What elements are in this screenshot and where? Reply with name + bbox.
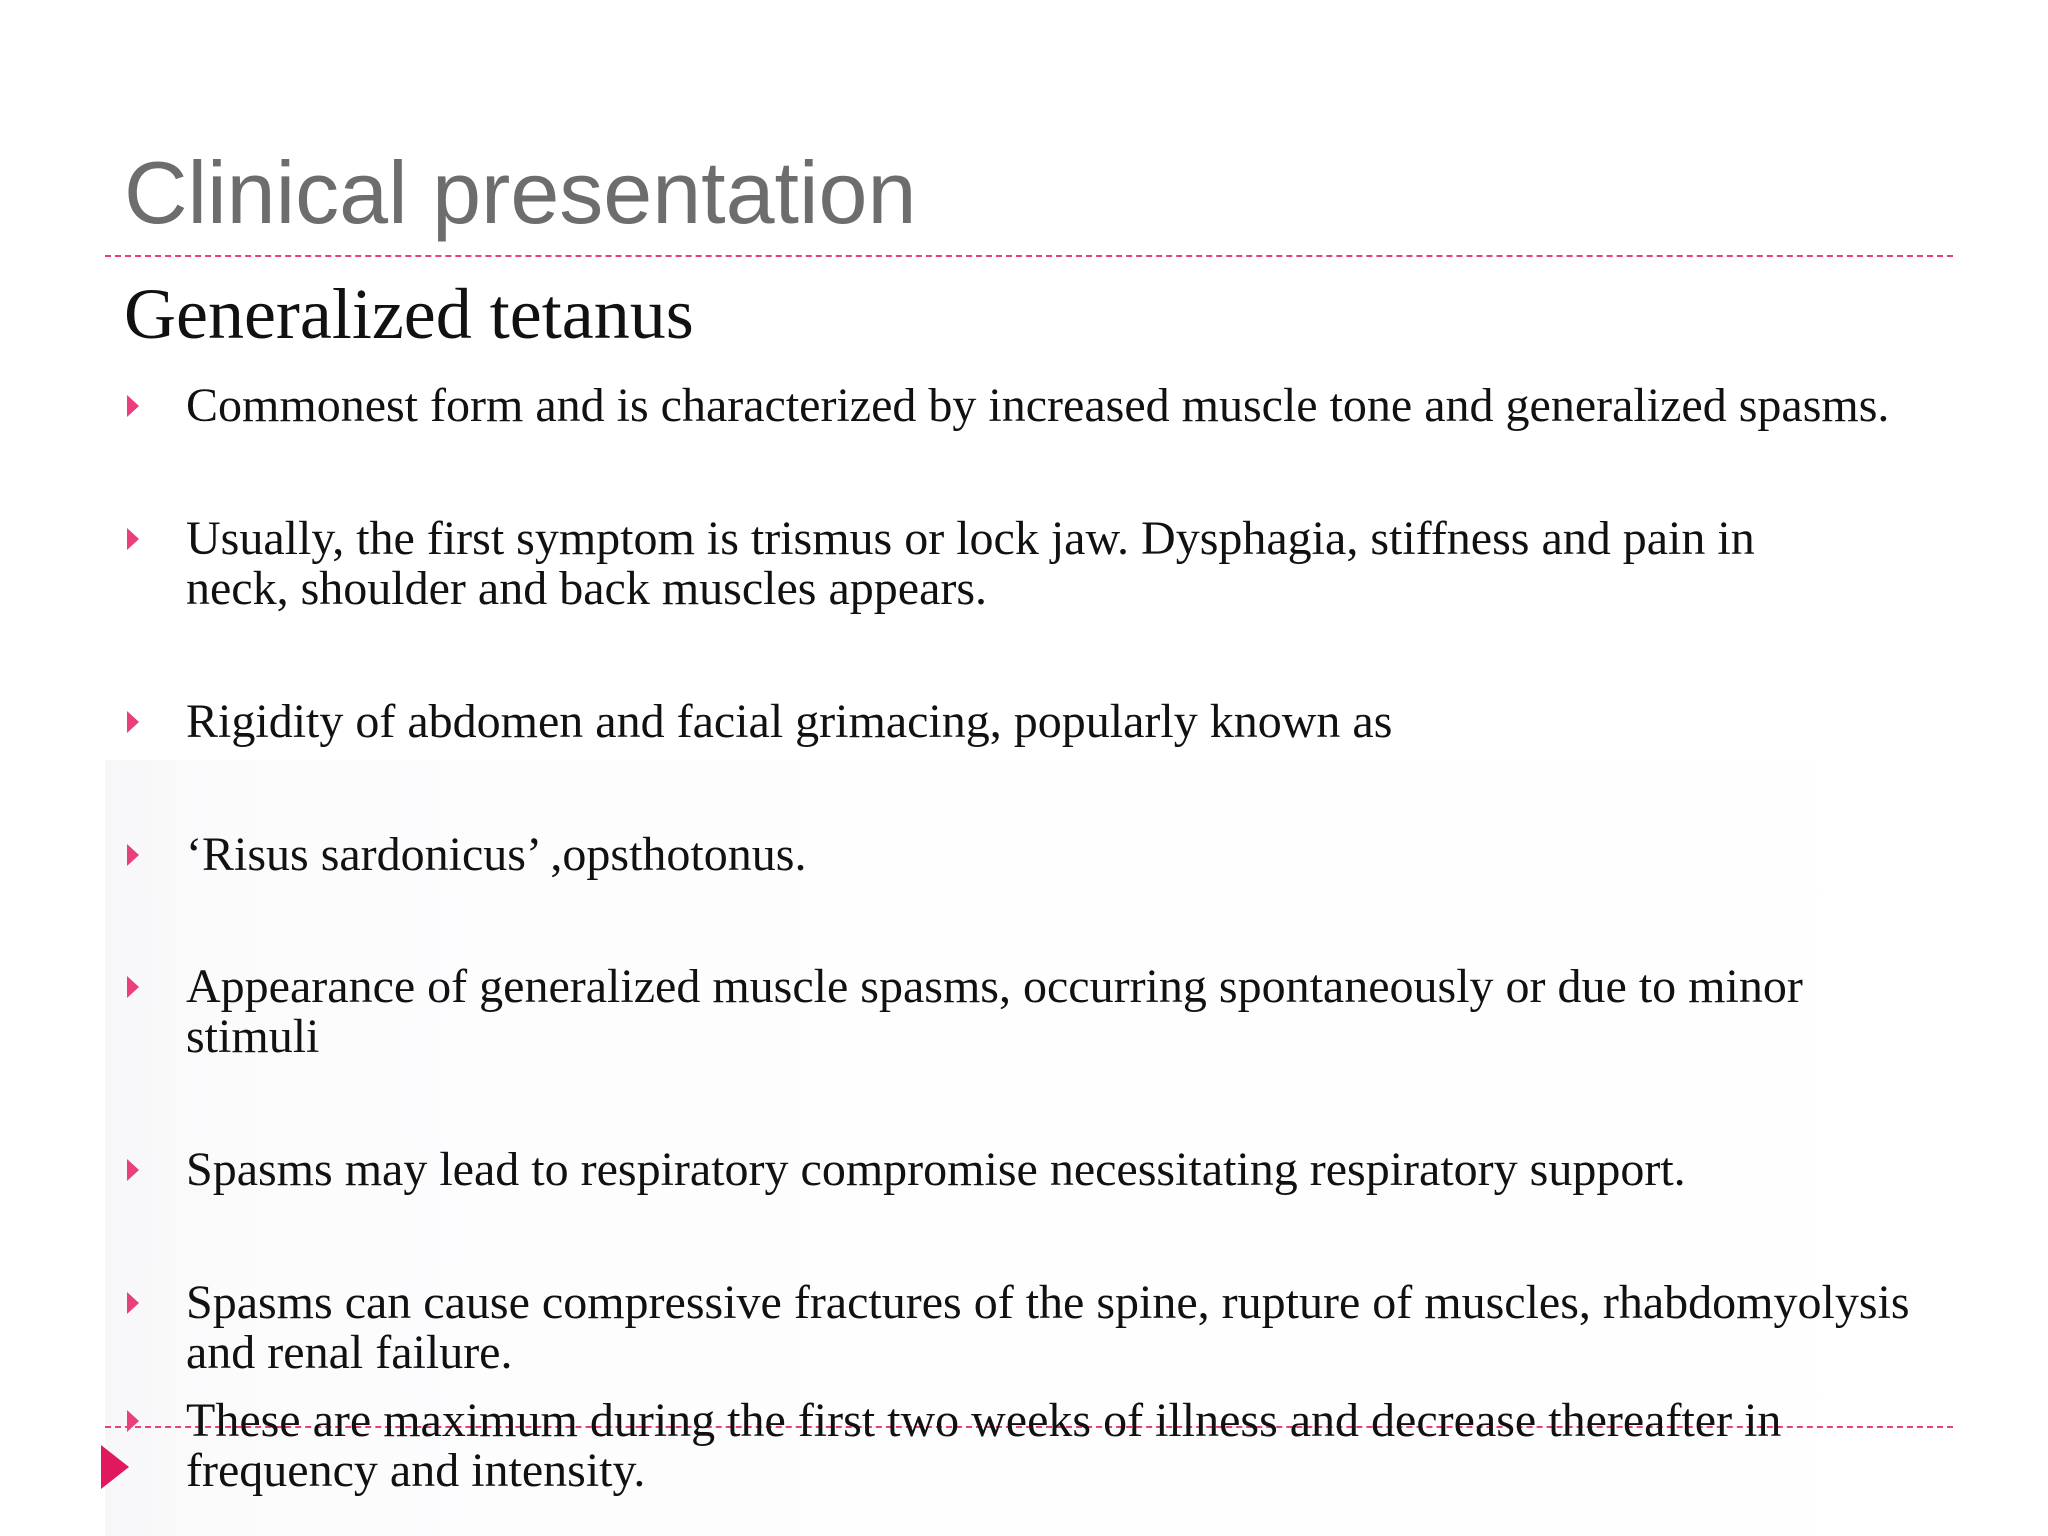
bullet-text	[186, 1145, 2048, 1195]
bullet-arrow-icon	[127, 1410, 139, 1432]
bullet-line: frequency and intensity.	[186, 1444, 646, 1497]
bullet-line: Commonest form and is characterized by increased muscle tone and generalized spasms.	[186, 379, 1890, 432]
bullet-line: Spasms may lead to respiratory compromise necessitating respiratory support.	[186, 1143, 1686, 1196]
bullet-text	[186, 962, 2048, 1062]
slide-title: Clinical presentation	[124, 143, 917, 242]
bullet-arrow-icon	[127, 1292, 139, 1314]
bullet-line: Spasms can cause compressive fractures of the spine, rupture of muscles, rhabdomyolysis	[186, 1276, 1910, 1329]
bullet-line: and renal failure.	[186, 1326, 513, 1379]
bullet-line: Rigidity of abdomen and facial grimacing, popularly known as	[186, 695, 1393, 748]
bullet-line: Usually, the first symptom is trismus or lock jaw. Dysphagia, stiffness and pain in	[186, 512, 1755, 565]
bullet-text	[186, 514, 2048, 614]
title-divider	[105, 255, 1953, 257]
bullet-line: Appearance of generalized muscle spasms, occurring spontaneously or due to minor	[186, 960, 1803, 1013]
slide-marker-triangle-icon	[101, 1445, 129, 1489]
bullet-arrow-icon	[127, 711, 139, 733]
bullet-arrow-icon	[127, 844, 139, 866]
bullet-arrow-icon	[127, 395, 139, 417]
bullet-text	[186, 830, 2048, 880]
bullet-line: neck, shoulder and back muscles appears.	[186, 562, 988, 615]
bullet-arrow-icon	[127, 976, 139, 998]
bullet-text	[186, 1278, 2048, 1378]
bullet-line: stimuli	[186, 1010, 320, 1063]
bullet-arrow-icon	[127, 1159, 139, 1181]
bullet-arrow-icon	[127, 528, 139, 550]
bullet-line: ‘Risus sardonicus’ ,opsthotonus.	[186, 828, 807, 881]
bullet-text	[186, 697, 2048, 747]
bullet-line: These are maximum during the first two weeks of illness and decrease thereafter in	[186, 1394, 1782, 1447]
slide-subtitle: Generalized tetanus	[124, 274, 694, 354]
bullet-text	[186, 1396, 2048, 1496]
bullet-text	[186, 381, 2048, 431]
